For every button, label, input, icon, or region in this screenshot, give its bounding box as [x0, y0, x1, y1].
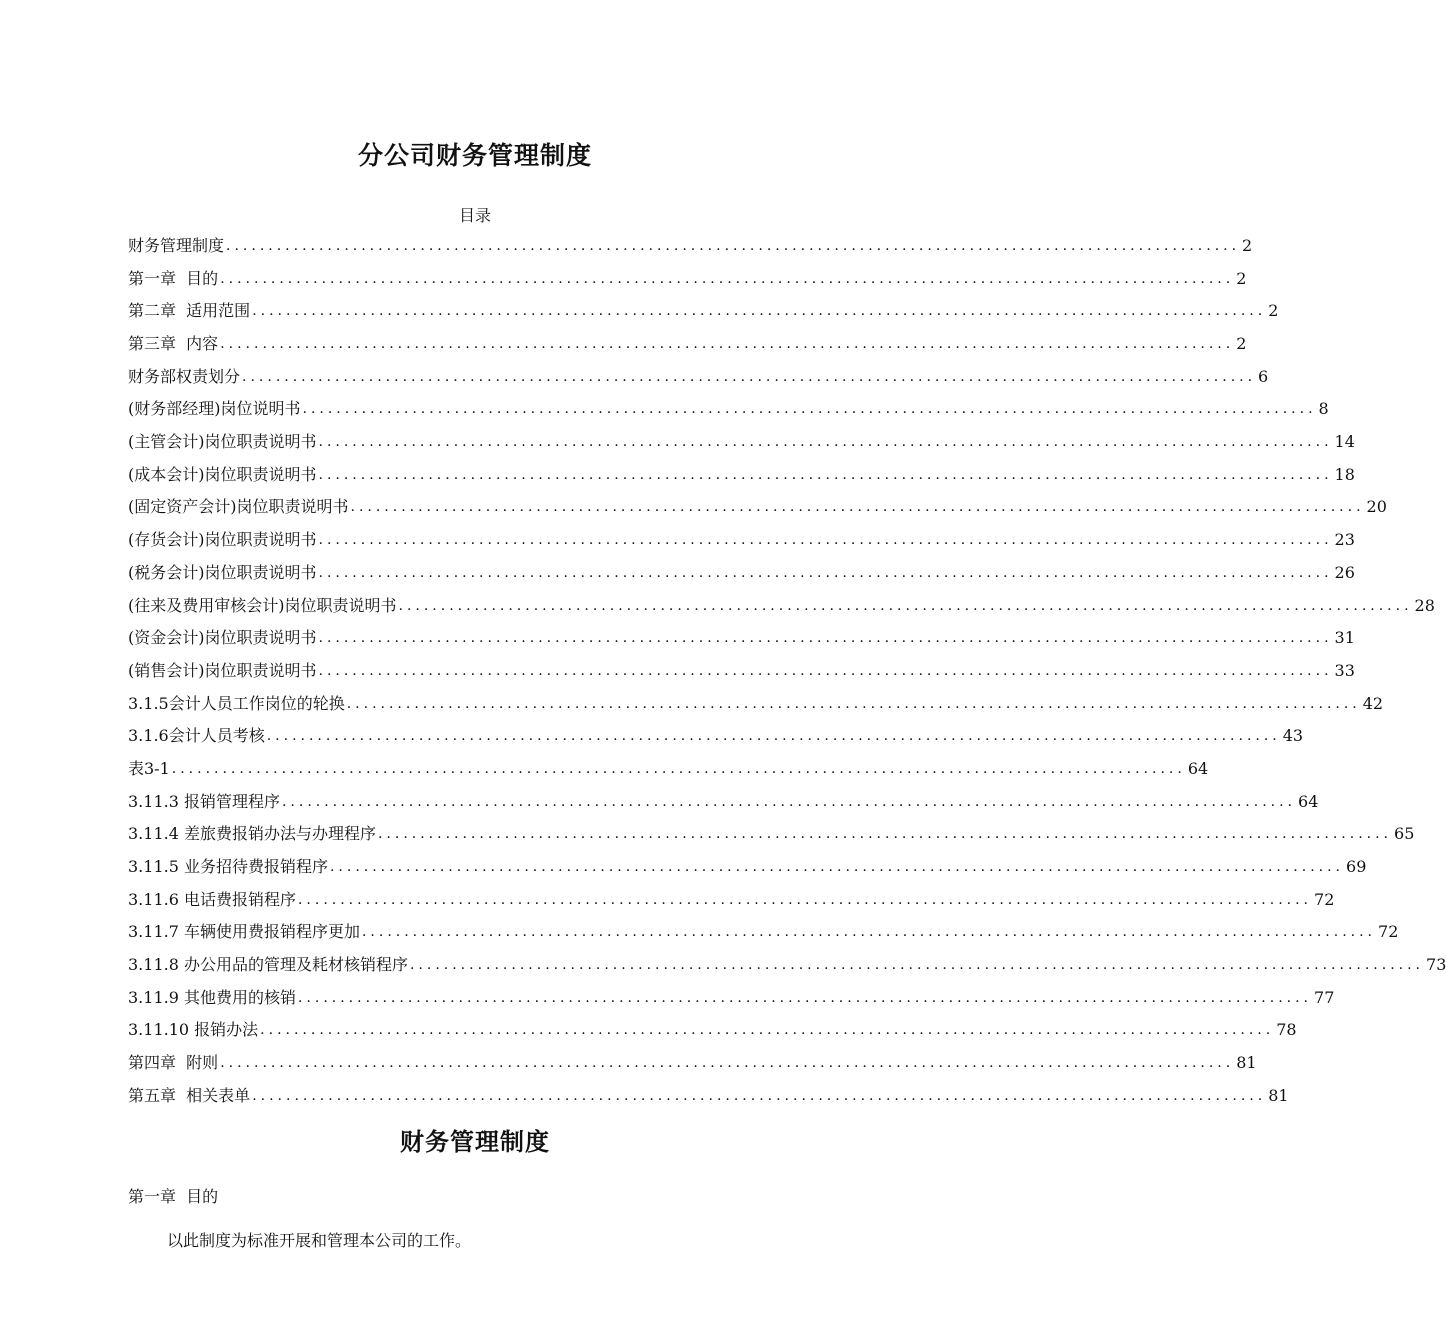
toc-dot-leader: ........................................................................................................................: [409, 957, 1425, 974]
toc-entry-page-number: 2: [1268, 301, 1279, 321]
toc-entry-label: (税务会计)岗位职责说明书: [128, 562, 317, 582]
toc-entry-page-number: 8: [1318, 399, 1329, 419]
toc-entry-page-number: 64: [1298, 791, 1319, 811]
toc-entry[interactable]: [128, 361, 1269, 394]
toc-entry[interactable]: [128, 524, 1355, 557]
toc-dot-leader: ........................................................................................................................: [302, 401, 1317, 418]
toc-entry-page-number: 28: [1414, 595, 1435, 615]
toc-entry[interactable]: [128, 1015, 1297, 1048]
toc-dot-leader: ........................................................................................................................: [346, 695, 1361, 712]
toc-entry-label: (往来及费用审核会计)岗位职责说明书: [128, 595, 397, 615]
toc-dot-leader: ........................................................................................................................: [252, 303, 1267, 320]
toc-entry-label: (成本会计)岗位职责说明书: [128, 464, 317, 484]
toc-entry-page-number: 26: [1334, 562, 1355, 582]
toc-entry[interactable]: [128, 949, 1446, 982]
body-paragraph: 以此制度为标准开展和管理本公司的工作。: [167, 1231, 472, 1250]
toc-dot-leader: ........................................................................................................................: [398, 597, 1413, 614]
toc-entry-page-number: 23: [1334, 530, 1355, 550]
toc-entry-label: (固定资产会计)岗位职责说明书: [128, 497, 349, 517]
toc-entry-label: 3.11.7 车辆使用费报销程序更加: [128, 922, 360, 942]
toc-entry-page-number: 65: [1394, 824, 1415, 844]
toc-entry-page-number: 72: [1314, 889, 1335, 909]
toc-entry-label: 3.1.6会计人员考核: [128, 726, 265, 746]
toc-entry-label: 3.11.6 电话费报销程序: [128, 889, 296, 909]
toc-dot-leader: ........................................................................................................................: [281, 793, 1297, 810]
toc-entry-label: 第四章 附则: [128, 1053, 219, 1073]
toc-entry[interactable]: [128, 622, 1355, 655]
toc-entry[interactable]: [128, 655, 1355, 688]
toc-entry[interactable]: [128, 982, 1335, 1015]
toc-entry-page-number: 20: [1366, 497, 1387, 517]
toc-entry-label: 3.11.8 办公用品的管理及耗材核销程序: [128, 955, 408, 975]
toc-entry-label: (主管会计)岗位职责说明书: [128, 432, 317, 452]
toc-entry[interactable]: [128, 688, 1384, 721]
toc-entry-label: 3.11.3 报销管理程序: [128, 791, 280, 811]
toc-entry-page-number: 33: [1334, 660, 1355, 680]
toc-entry-label: 第五章 相关表单: [128, 1085, 251, 1105]
toc-entry-page-number: 14: [1334, 432, 1355, 452]
toc-dot-leader: ........................................................................................................................: [361, 924, 1377, 941]
toc-entry[interactable]: [128, 884, 1335, 917]
toc-entry-label: 3.11.5 业务招待费报销程序: [128, 857, 328, 877]
toc-entry-label: (财务部经理)岗位说明书: [128, 399, 301, 419]
toc-entry-page-number: 31: [1334, 628, 1355, 648]
toc-dot-leader: ........................................................................................................................: [226, 237, 1241, 254]
toc-entry[interactable]: [128, 851, 1367, 884]
toc-dot-leader: ........................................................................................................................: [220, 270, 1235, 287]
toc-entry-label: 第一章 目的: [128, 268, 219, 288]
toc-dot-leader: ........................................................................................................................: [318, 630, 1333, 647]
toc-entry-page-number: 81: [1268, 1085, 1289, 1105]
toc-entry-page-number: 2: [1236, 334, 1247, 354]
toc-entry-page-number: 81: [1236, 1053, 1257, 1073]
toc-entry-label: 表3-1: [128, 758, 170, 778]
toc-entry-page-number: 73: [1426, 955, 1446, 975]
toc-dot-leader: ........................................................................................................................: [297, 989, 1313, 1006]
toc-dot-leader: ........................................................................................................................: [171, 760, 1186, 777]
toc-entry-label: (销售会计)岗位职责说明书: [128, 660, 317, 680]
toc-entry[interactable]: [128, 492, 1387, 525]
toc-entry[interactable]: [128, 1047, 1257, 1080]
toc-entry-page-number: 43: [1282, 726, 1304, 746]
toc-entry-label: 3.1.5会计人员工作岗位的轮换: [128, 693, 345, 713]
toc-entry-page-number: 72: [1378, 922, 1399, 942]
toc-entry-page-number: 69: [1346, 857, 1367, 877]
toc-entry[interactable]: [128, 753, 1209, 786]
toc-entry-label: (存货会计)岗位职责说明书: [128, 530, 317, 550]
toc-entry-label: 3.11.4 差旅费报销办法与办理程序: [128, 824, 376, 844]
toc-dot-leader: ........................................................................................................................: [266, 728, 1281, 745]
toc-entry-label: 财务管理制度: [128, 235, 225, 255]
toc-dot-leader: ........................................................................................................................: [318, 564, 1333, 581]
toc-entry[interactable]: [128, 459, 1355, 492]
toc-entry[interactable]: [128, 590, 1435, 623]
toc-heading: 目录: [458, 206, 491, 225]
toc-entry-label: 财务部权责划分: [128, 366, 241, 386]
toc-entry-label: 第三章 内容: [128, 334, 219, 354]
section-title: 财务管理制度: [400, 1128, 550, 1156]
toc-dot-leader: ........................................................................................................................: [252, 1087, 1267, 1104]
toc-dot-leader: ........................................................................................................................: [242, 368, 1257, 385]
toc-dot-leader: ........................................................................................................................: [318, 466, 1333, 483]
toc-entry-page-number: 2: [1236, 268, 1247, 288]
toc-dot-leader: ........................................................................................................................: [318, 434, 1333, 451]
toc-dot-leader: ........................................................................................................................: [350, 499, 1365, 516]
toc-entry[interactable]: [128, 426, 1355, 459]
toc-entry[interactable]: [128, 720, 1304, 753]
toc-dot-leader: ........................................................................................................................: [329, 859, 1345, 876]
toc-dot-leader: ........................................................................................................................: [377, 826, 1393, 843]
toc-entry[interactable]: [128, 295, 1279, 328]
toc-entry[interactable]: [128, 1080, 1289, 1113]
toc-entry-page-number: 77: [1314, 987, 1335, 1007]
toc-dot-leader: ........................................................................................................................: [220, 336, 1235, 353]
document-title: 分公司财务管理制度: [357, 141, 592, 170]
toc-dot-leader: ........................................................................................................................: [318, 532, 1333, 549]
toc-entry-page-number: 6: [1258, 366, 1269, 386]
toc-dot-leader: ........................................................................................................................: [220, 1055, 1235, 1072]
toc-entry-label: 第二章 适用范围: [128, 301, 251, 321]
toc-dot-leader: ........................................................................................................................: [260, 1022, 1275, 1039]
toc-entry-page-number: 18: [1334, 464, 1355, 484]
toc-entry[interactable]: [128, 230, 1253, 263]
toc-entry[interactable]: [128, 328, 1247, 361]
toc-entry-label: 3.11.9 其他费用的核销: [128, 987, 296, 1007]
toc-dot-leader: ........................................................................................................................: [318, 662, 1333, 679]
toc-entry[interactable]: [128, 393, 1329, 426]
toc-entry-page-number: 2: [1242, 235, 1253, 255]
chapter-heading: 第一章 目的: [128, 1187, 219, 1206]
toc-entry-page-number: 64: [1187, 758, 1209, 778]
toc-entry-label: 3.11.10 报销办法: [128, 1020, 259, 1040]
toc-entry[interactable]: [128, 786, 1319, 819]
toc-entry[interactable]: [128, 557, 1355, 590]
toc-entry[interactable]: [128, 818, 1415, 851]
table-of-contents: [128, 230, 1446, 1113]
toc-entry-page-number: 42: [1362, 693, 1384, 713]
toc-dot-leader: ........................................................................................................................: [297, 891, 1313, 908]
toc-entry-page-number: 78: [1276, 1020, 1297, 1040]
toc-entry[interactable]: [128, 916, 1399, 949]
toc-entry[interactable]: [128, 263, 1247, 296]
toc-entry-label: (资金会计)岗位职责说明书: [128, 628, 317, 648]
